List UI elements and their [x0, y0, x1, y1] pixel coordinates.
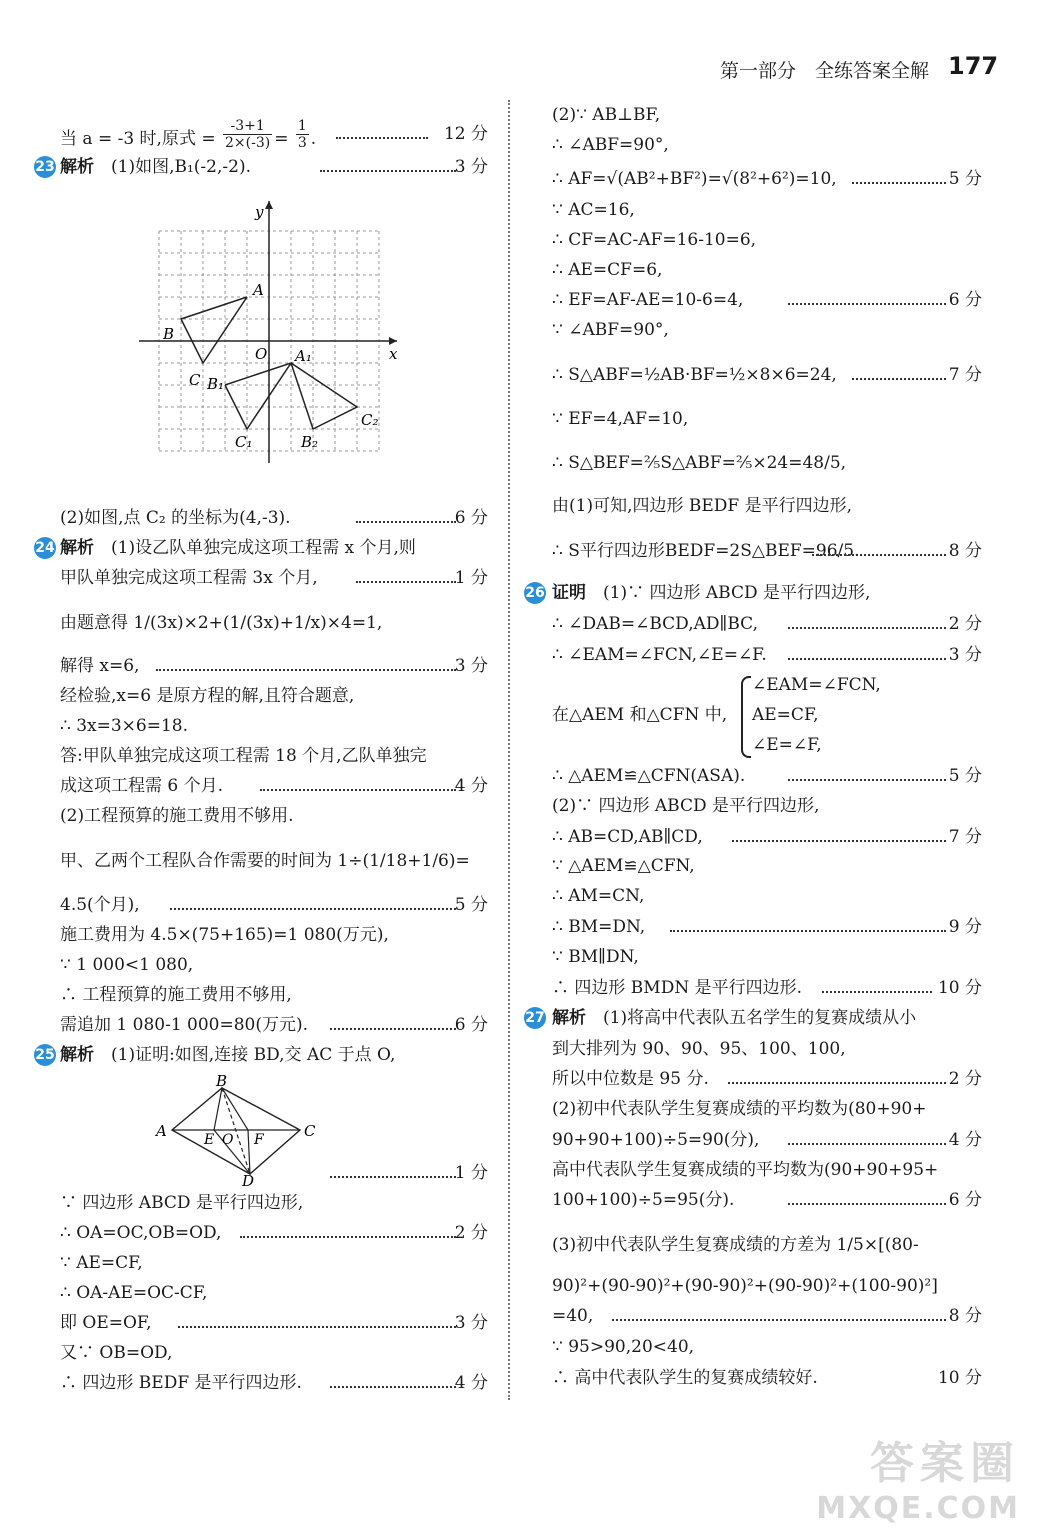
line: ∵ 四边形 ABCD 是平行四边形, [60, 1193, 304, 1213]
line: ∴ △AEM≌△CFN(ASA). 5 分 [552, 766, 982, 786]
line: 成这项工程需 6 个月. 4 分 [60, 776, 488, 796]
coordinate-figure [135, 195, 420, 470]
svg-text:B: B [216, 1072, 228, 1090]
parallelogram-figure [150, 1072, 330, 1187]
line: ∵ 1 000<1 080, [60, 955, 194, 975]
svg-text:A: A [156, 1122, 167, 1140]
section-title: 第一部分 全练答案全解 [720, 60, 930, 82]
brace [741, 676, 751, 758]
line: 又∵ OB=OD, [60, 1343, 173, 1363]
line: AE=CF, [752, 705, 819, 725]
line: 甲队单独完成这项工程需 3x 个月, 1 分 [60, 568, 488, 588]
line: ∴ AM=CN, [552, 886, 645, 906]
line: ∴ 四边形 BEDF 是平行四边形. 4 分 [60, 1373, 488, 1393]
line: ∴ AB=CD,AB∥CD, 7 分 [552, 827, 982, 847]
line: ∠EAM=∠FCN, [752, 675, 881, 695]
line: ∵ EF=4,AF=10, [552, 409, 689, 429]
line: 当 a = -3 时,原式 = $\frac{-3+1}{2\times(-3)}$ = $\frac{1}{3}$ . 12 分 [60, 118, 488, 151]
line: ∴ ∠DAB=∠BCD,AD∥BC, 2 分 [552, 614, 982, 634]
svg-text:C₂: C₂ [361, 411, 379, 429]
line: 所以中位数是 95 分. 2 分 [552, 1069, 982, 1089]
line: ∵ 95>90,20<40, [552, 1337, 695, 1357]
line: =40, 8 分 [552, 1306, 982, 1326]
line: 解析 (1)设乙队单独完成这项工程需 x 个月,则 [60, 538, 416, 558]
line: 即 OE=OF, 3 分 [60, 1313, 488, 1333]
line: 答:甲队单独完成这项工程需 18 个月,乙队单独完 [60, 746, 427, 766]
line: (2)工程预算的施工费用不够用. [60, 806, 294, 826]
line: ∴ AF=√(AB²+BF²)=√(8²+6²)=10, 5 分 [552, 169, 982, 189]
line: 由题意得 1/(3x)×2+(1/(3x)+1/x)×4=1, [60, 613, 383, 633]
line: ∴ 工程预算的施工费用不够用, [60, 985, 292, 1005]
line: 4.5(个月), 5 分 [60, 895, 488, 915]
line: (2)如图,点 C₂ 的坐标为(4,-3). 6 分 [60, 508, 488, 528]
line: ∴ EF=AF-AE=10-6=4, 6 分 [552, 290, 982, 310]
svg-text:B: B [163, 325, 175, 343]
line: 90+90+100)÷5=90(分), 4 分 [552, 1130, 982, 1150]
svg-text:x: x [389, 345, 398, 363]
line: ∴ 3x=3×6=18. [60, 716, 189, 736]
question-badge: 24 [34, 537, 56, 559]
svg-text:F: F [254, 1132, 264, 1148]
svg-text:B₁: B₁ [207, 375, 225, 393]
line: ∵ BM∥DN, [552, 947, 639, 967]
line: 解得 x=6, 3 分 [60, 656, 488, 676]
line: 证明 (1)∵ 四边形 ABCD 是平行四边形, [552, 583, 871, 603]
line: 经检验,x=6 是原方程的解,且符合题意, [60, 686, 355, 706]
line: ∴ S△ABF=½AB·BF=½×8×6=24, 7 分 [552, 365, 982, 385]
line: 由(1)可知,四边形 BEDF 是平行四边形, [552, 496, 853, 516]
line: ∴ OA-AE=OC-CF, [60, 1283, 208, 1303]
line: 解析 (1)将高中代表队五名学生的复赛成绩从小 [552, 1008, 917, 1028]
line: ∵ AE=CF, [60, 1253, 143, 1273]
svg-text:O: O [222, 1132, 234, 1148]
line: ∴ CF=AC-AF=16-10=6, [552, 230, 757, 250]
line: 需追加 1 080-1 000=80(万元). 6 分 [60, 1015, 488, 1035]
line: (2)∵ 四边形 ABCD 是平行四边形, [552, 796, 820, 816]
line: ∴ S平行四边形BEDF=2S△BEF=96/5. 8 分 [552, 541, 982, 561]
page-number: 177 [948, 52, 999, 80]
line: 施工费用为 4.5×(75+165)=1 080(万元), [60, 925, 389, 945]
line: ∴ S△BEF=⅖S△ABF=⅖×24=48/5, [552, 453, 847, 473]
line: 甲、乙两个工程队合作需要的时间为 1÷(1/18+1/6)= [60, 851, 470, 871]
line: ∴ ∠ABF=90°, [552, 135, 669, 155]
page-header [690, 52, 999, 82]
line: ∴ ∠EAM=∠FCN,∠E=∠F. 3 分 [552, 645, 982, 665]
line: 解析 (1)证明:如图,连接 BD,交 AC 于点 O, [60, 1045, 396, 1065]
line: 解析 (1)如图,B₁(-2,-2). 3 分 [60, 157, 488, 177]
line: ∴ AE=CF=6, [552, 260, 663, 280]
line: ∵ AC=16, [552, 200, 635, 220]
line: ∵ ∠ABF=90°, [552, 320, 669, 340]
svg-text:C: C [189, 371, 201, 389]
svg-text:y: y [255, 203, 264, 221]
line: 90)²+(90-90)²+(90-90)²+(90-90)²+(100-90)²] [552, 1276, 938, 1296]
column-divider [508, 100, 510, 1400]
svg-text:A: A [253, 281, 264, 299]
svg-text:C₁: C₁ [235, 433, 253, 451]
line: 在△AEM 和△CFN 中, [552, 705, 728, 725]
line: ∠E=∠F, [752, 735, 822, 755]
question-badge: 23 [34, 156, 56, 178]
svg-text:C: C [304, 1122, 316, 1140]
line: (3)初中代表队学生复赛成绩的方差为 1/5×[(80- [552, 1235, 919, 1255]
line: (2)∵ AB⊥BF, [552, 105, 661, 125]
svg-text:O: O [255, 345, 268, 363]
svg-text:E: E [204, 1132, 215, 1148]
line: 高中代表队学生复赛成绩的平均数为(90+90+95+ [552, 1160, 939, 1180]
question-badge: 27 [524, 1007, 546, 1029]
svg-text:B₂: B₂ [301, 433, 319, 451]
watermark: 答案圈 MXQE.COM [816, 1438, 1020, 1526]
line: ∵ △AEM≌△CFN, [552, 856, 695, 876]
line: 100+100)÷5=95(分). 6 分 [552, 1190, 982, 1210]
line: (2)初中代表队学生复赛成绩的平均数为(80+90+ [552, 1099, 927, 1119]
line: ∴ BM=DN, 9 分 [552, 917, 982, 937]
question-badge: 25 [34, 1044, 56, 1066]
svg-text:D: D [242, 1172, 255, 1187]
line: ∴ 四边形 BMDN 是平行四边形. 10 分 [552, 978, 982, 998]
question-badge: 26 [524, 582, 546, 604]
line: ∴ 高中代表队学生的复赛成绩较好. 10 分 [552, 1368, 982, 1388]
svg-text:A₁: A₁ [295, 347, 312, 365]
line: ∴ OA=OC,OB=OD, 2 分 [60, 1223, 488, 1243]
line: 到大排列为 90、90、95、100、100, [552, 1039, 846, 1059]
